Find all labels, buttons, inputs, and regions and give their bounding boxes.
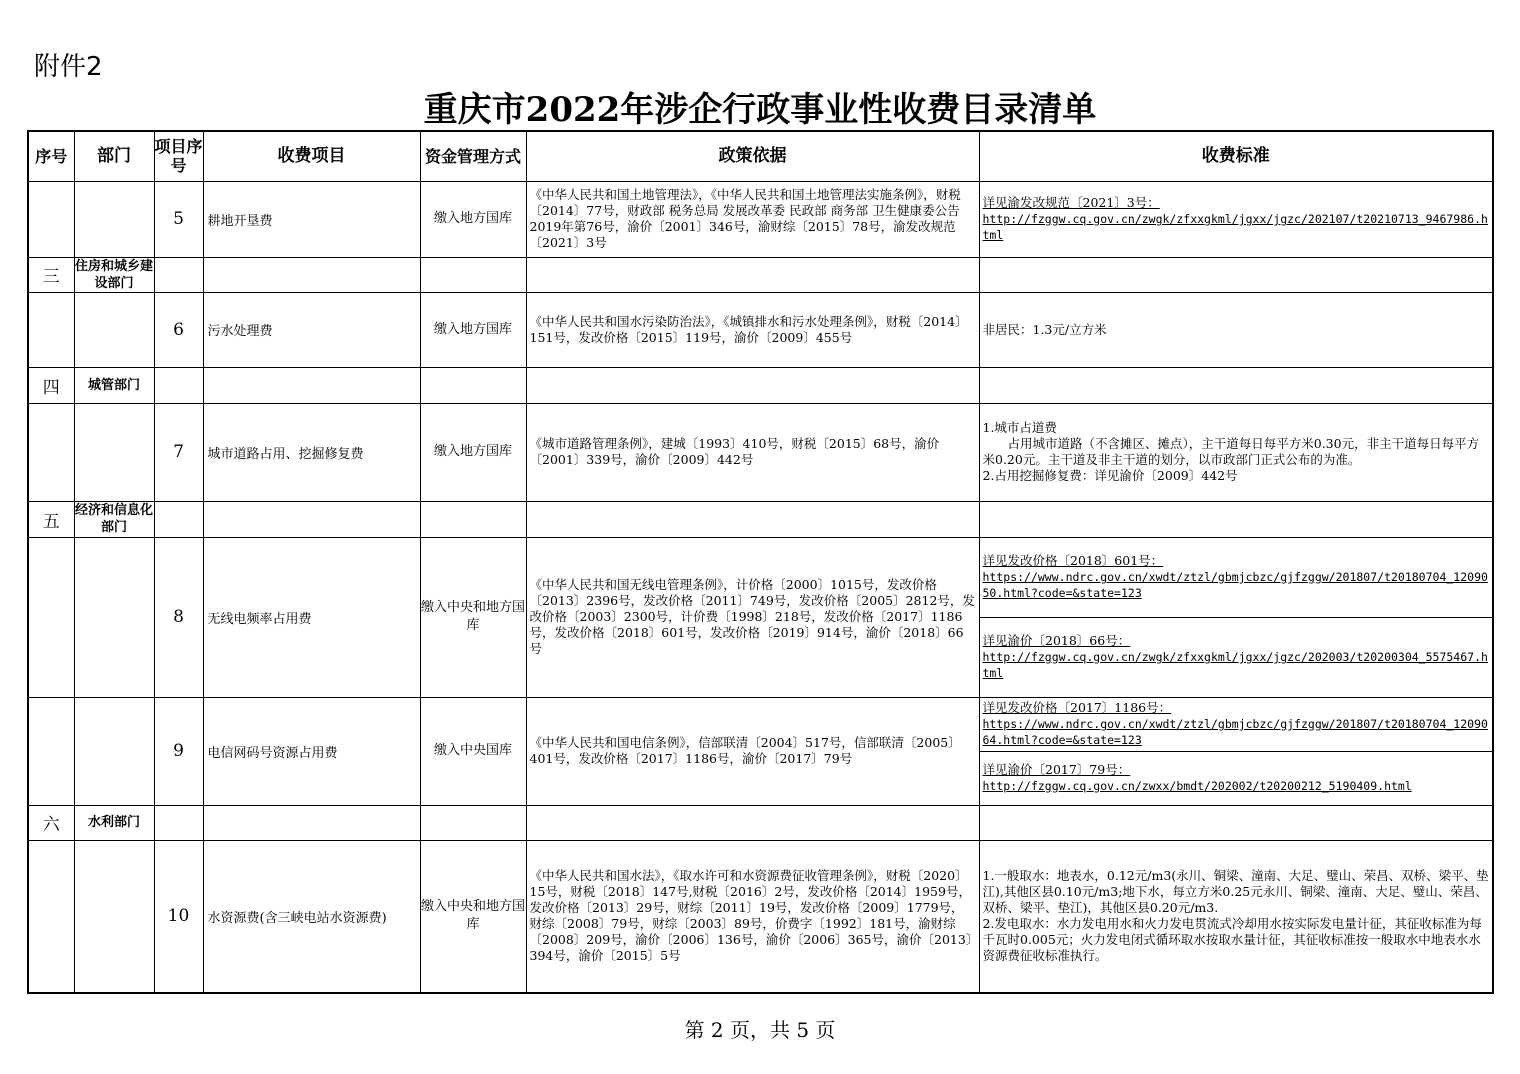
dept-cell [74,403,154,501]
table-row [28,403,1493,501]
item-seq-cell: 8 [154,537,203,697]
fund-cell: 缴入地方国库 [420,403,526,501]
standard-line: 2.占用挖掘修复费：详见渝价〔2009〕442号 [982,468,1238,483]
standard-reference: 详见发改价格〔2017〕1186号： [982,700,1172,715]
section-number: 四 [28,367,74,403]
policy-cell: 《中华人民共和国水法》，《取水许可和水资源费征收管理条例》，财税〔2020〕15号，财税〔2018〕147号,财税〔2016〕2号，发改价格〔2014〕1959号，发改价格〔2013〕29号，财综〔2011〕19号，发改价格〔2009〕1779号，财综〔2008〕79号，财综〔2003〕89号，价费字〔1992〕181号，渝财综〔2008〕209号，渝价〔2006〕136号，渝价〔2006〕365号，渝价〔2013〕394号，渝价〔2015〕5号 [526,840,979,993]
table-row [28,840,1493,993]
standard-link[interactable]: http://fzggw.cq.gov.cn/zwxx/bmdt/202002/t20200212_5190409.html [982,779,1412,793]
page-number: 第 2 页，共 5 页 [684,1018,836,1042]
table-header-row [28,131,1493,181]
seq-cell [28,537,74,697]
standard-link[interactable]: http://fzggw.cq.gov.cn/zwgk/zfxxgkml/jgxx/jgzc/202107/t20210713_9467986.html [982,212,1488,242]
section-department: 经济和信息化部门 [74,503,153,535]
section-row [28,501,1493,537]
standard-block [980,751,1493,805]
fund-cell: 缴入中央和地方国库 [420,840,526,993]
standard-reference: 详见渝价〔2018〕66号： [982,633,1131,648]
col-header-dept: 部门 [74,131,154,181]
fund-cell: 缴入中央国库 [420,697,526,805]
standard-cell [979,181,1493,257]
seq-cell [28,840,74,993]
document-title: 重庆市2022年涉企行政事业性收费目录清单 [423,90,1097,130]
section-department: 住房和城乡建设部门 [74,258,153,291]
policy-cell: 《中华人民共和国电信条例》，信部联清〔2004〕517号，信部联清〔2005〕401号，发改价格〔2017〕1186号，渝价〔2017〕79号 [526,697,979,805]
fee-item-cell: 耕地开垦费 [203,181,420,257]
standard-block [980,538,1493,617]
standard-line: 1.城市占道费 [982,420,1057,435]
standard-reference: 详见发改价格〔2018〕601号： [982,553,1164,568]
item-seq-cell: 5 [154,181,203,257]
standard-block [980,698,1493,751]
standard-line: 占用城市道路（不含摊区、摊点），主干道每日每平方米0.30元，非主干道每日每平方米0.20元。主干道及非主干道的划分，以市政部门正式公布的为准。 [982,436,1480,467]
standard-link[interactable]: http://fzggw.cq.gov.cn/zwgk/zfxxgkml/jgxx/jgzc/202003/t20200304_5575467.html [982,650,1488,680]
fee-catalog-table [27,130,1494,994]
standard-cell [979,537,1493,697]
dept-cell [74,292,154,367]
dept-cell [74,840,154,993]
table-row [28,292,1493,367]
standard-link[interactable]: https://www.ndrc.gov.cn/xwdt/ztzl/gbmjcbzc/gjfzggw/201807/t20180704_1209064.html?code=&state=123 [982,717,1488,747]
standard-cell [979,403,1493,501]
dept-cell [74,537,154,697]
section-department: 水利部门 [74,805,154,840]
policy-cell: 《中华人民共和国土地管理法》，《中华人民共和国土地管理法实施条例》，财税〔2014〕77号，财政部 税务总局 发展改革委 民政部 商务部 卫生健康委公告2019年第76号，渝价〔2001〕346号，渝财综〔2015〕78号，渝发改规范〔2021〕3号 [526,181,979,257]
item-seq-cell: 9 [154,697,203,805]
seq-cell [28,403,74,501]
table-row [28,537,1493,697]
dept-cell [74,181,154,257]
standard-reference: 详见渝发改规范〔2021〕3号： [982,195,1160,210]
attachment-label: 附件2 [34,52,103,82]
standard-line: 2.发电取水：水力发电用水和火力发电贯流式冷却用水按实际发电量计征，其征收标准为每千瓦时0.005元；火力发电闭式循环取水按取水量计征，其征收标准按一般取水中地表水水资源费征收标准执行。 [982,916,1482,964]
fee-item-cell: 城市道路占用、挖掘修复费 [203,403,420,501]
policy-cell: 《城市道路管理条例》，建城〔1993〕410号，财税〔2015〕68号，渝价〔2001〕339号，渝价〔2009〕442号 [526,403,979,501]
section-row [28,257,1493,292]
dept-cell [74,697,154,805]
item-seq-cell: 7 [154,403,203,501]
seq-cell [28,181,74,257]
section-number: 五 [28,501,74,537]
fee-item-cell: 污水处理费 [203,292,420,367]
fee-item-cell: 水资源费(含三峡电站水资源费) [203,840,420,993]
col-header-fund: 资金管理方式 [420,131,526,181]
fee-item-cell: 电信网码号资源占用费 [203,697,420,805]
standard-line: 1.一般取水：地表水，0.12元/m3(永川、铜梁、潼南、大足、璧山、荣昌、双桥、梁平、垫江),其他区县0.10元/m3;地下水，每立方米0.25元永川、铜梁、潼南、大足、璧山、荣昌、双桥、梁平、垫江)，其他区县0.20元/m3. [982,868,1489,916]
standard-cell: 非居民：1.3元/立方米 [979,292,1493,367]
fund-cell: 缴入地方国库 [420,181,526,257]
col-header-item-seq: 项目序号 [154,131,203,181]
fund-cell: 缴入中央和地方国库 [420,537,526,697]
fund-cell: 缴入地方国库 [420,292,526,367]
standard-reference: 详见渝价〔2017〕79号： [982,762,1131,777]
col-header-item: 收费项目 [203,131,420,181]
section-department: 城管部门 [74,367,154,403]
seq-cell [28,697,74,805]
table-row [28,181,1493,257]
standard-cell [979,697,1493,805]
policy-cell: 《中华人民共和国无线电管理条例》，计价格〔2000〕1015号，发改价格〔2013〕2396号，发改价格〔2011〕749号，发改价格〔2005〕2812号，发改价格〔2003〕2300号，计价费〔1998〕218号，发改价格〔2017〕1186号，发改价格〔2018〕601号，发改价格〔2019〕914号，渝价〔2018〕66号 [526,537,979,697]
item-seq-cell: 10 [154,840,203,993]
section-number: 三 [28,257,74,292]
table-row [28,697,1493,805]
section-row [28,805,1493,840]
col-header-seq: 序号 [28,131,74,181]
standard-block [980,617,1493,697]
standard-link[interactable]: https://www.ndrc.gov.cn/xwdt/ztzl/gbmjcbzc/gjfzggw/201807/t20180704_1209050.html?code=&state=123 [982,570,1488,600]
section-row [28,367,1493,403]
seq-cell [28,292,74,367]
item-seq-cell: 6 [154,292,203,367]
fee-item-cell: 无线电频率占用费 [203,537,420,697]
standard-cell [979,840,1493,993]
col-header-policy: 政策依据 [526,131,979,181]
policy-cell: 《中华人民共和国水污染防治法》，《城镇排水和污水处理条例》，财税〔2014〕151号，发改价格〔2015〕119号，渝价〔2009〕455号 [526,292,979,367]
section-number: 六 [28,805,74,840]
col-header-standard: 收费标准 [979,131,1493,181]
